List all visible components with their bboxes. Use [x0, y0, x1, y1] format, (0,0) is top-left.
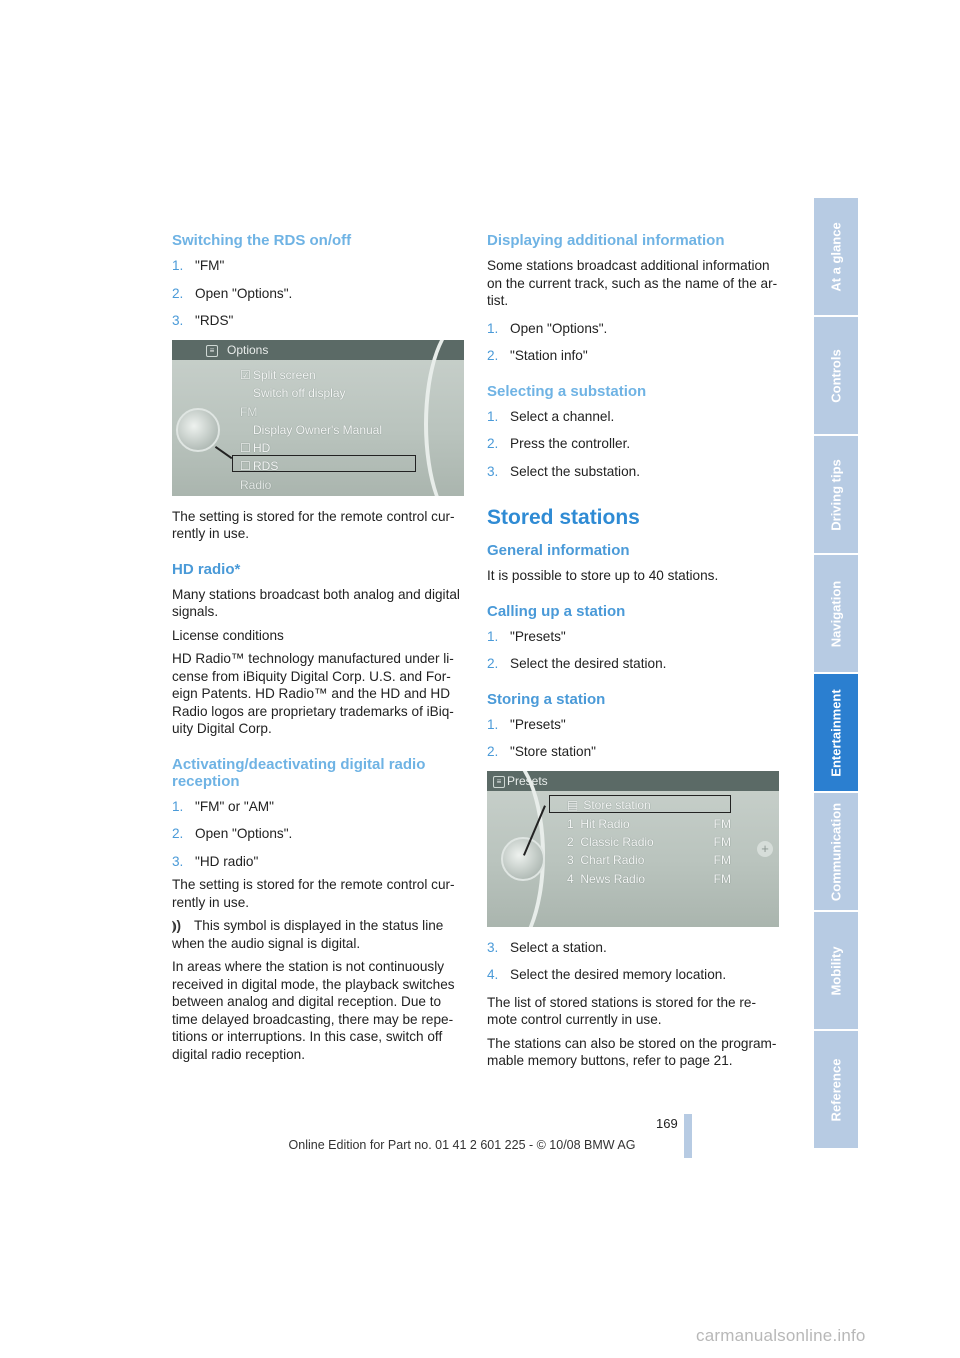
preset-band: FM	[713, 871, 731, 886]
digital-signal-icon: ⦆)	[172, 918, 182, 933]
menu-item: ☐ HD	[240, 440, 271, 455]
tab-at-a-glance[interactable]: At a glance	[814, 198, 858, 315]
rds-note: The setting is stored for the remote control cur-rently in use.	[172, 508, 455, 541]
tab-controls[interactable]: Controls	[814, 317, 858, 434]
list-item: 3. Select a station.	[487, 939, 607, 955]
preset-item: 2 Classic Radio	[567, 834, 654, 849]
list-item: 2. Select the desired station.	[487, 656, 667, 671]
plus-icon: +	[757, 841, 773, 857]
paragraph: Many stations broadcast both analog and digital signals.	[172, 586, 460, 619]
substation-heading: Selecting a substation	[487, 382, 647, 400]
preset-item: 3 Chart Radio	[567, 852, 645, 867]
controller-knob-icon	[176, 408, 220, 452]
menu-icon: ≡	[493, 776, 505, 788]
highlight-frame	[232, 455, 416, 472]
digital-heading: Activating/deactivating digital radio reception	[172, 755, 426, 790]
preset-item: 4 News Radio	[567, 871, 646, 886]
highlight-frame	[549, 795, 731, 813]
stored-title: Stored stations	[487, 506, 640, 529]
list-item: 1. "Presets"	[487, 628, 566, 644]
footer-text: Online Edition for Part no. 01 41 2 601 225 - © 10/08 BMW AG	[288, 1138, 636, 1152]
paragraph: License conditions	[172, 627, 284, 643]
tab-mobility[interactable]: Mobility	[814, 912, 858, 1029]
preset-item: 1 Hit Radio	[567, 816, 630, 831]
tab-navigation[interactable]: Navigation	[814, 555, 858, 672]
tab-driving-tips[interactable]: Driving tips	[814, 436, 858, 553]
hd-section	[172, 561, 464, 738]
tab-entertainment[interactable]: Entertainment	[814, 674, 858, 791]
screen-title-bar: ≡ Presets	[487, 771, 779, 791]
watermark: carmanualsonline.info	[696, 1326, 866, 1345]
chapter-tabs	[814, 198, 858, 1150]
stored-section	[487, 506, 779, 585]
rds-heading: Switching the RDS on/off	[172, 232, 352, 249]
controller-knob-icon	[501, 837, 545, 881]
list-item: 2. Open "Options".	[172, 285, 293, 301]
screen-title-bar: ≡ Options	[172, 340, 464, 360]
list-item: 3. "HD radio"	[172, 853, 259, 869]
menu-icon: ≡	[206, 345, 218, 357]
list-item: 3. Select the substation.	[487, 463, 640, 479]
menu-item-store-station: ▤ Store station	[567, 797, 651, 815]
menu-item: Switch off display	[253, 385, 346, 400]
preset-band: FM	[713, 834, 731, 849]
list-item: 1. Select a channel.	[487, 408, 615, 424]
callout-line	[215, 446, 232, 459]
tab-reference[interactable]: Reference	[814, 1031, 858, 1148]
paragraph: ⦆) This symbol is displayed in the status line when the audio signal is digital.	[172, 918, 444, 951]
page-number: 169	[656, 1116, 678, 1131]
paragraph: Some stations broadcast additional information on the current track, such as the name of the ar-tist.	[487, 258, 778, 308]
list-item: 1. Open "Options".	[487, 320, 608, 336]
hd-heading: HD radio*	[172, 560, 241, 578]
paragraph: The list of stored stations is stored for the re-mote control currently in use.	[487, 994, 756, 1027]
preset-band: FM	[713, 852, 731, 867]
list-item: 2. "Store station"	[487, 744, 596, 759]
storing-section	[487, 691, 779, 1070]
paragraph: In areas where the station is not continuously received in digital mode, the playback switches between analog and digital reception. Due to time delayed broadcasting, there may be repe-titions or interruptions. In this case, switch off digital radio reception.	[172, 959, 455, 1062]
substation-section	[487, 383, 779, 481]
calling-heading: Calling up a station	[487, 602, 626, 620]
list-item: 2. "Station info"	[487, 348, 588, 363]
list-item: 1. "FM"	[172, 258, 225, 273]
menu-section-label: Radio	[240, 477, 272, 492]
list-item: 4. Select the desired memory location.	[487, 967, 727, 982]
tab-communication[interactable]: Communication	[814, 793, 858, 910]
scroll-arc	[424, 340, 464, 496]
save-icon: ▤	[567, 797, 579, 812]
general-heading: General information	[487, 542, 630, 559]
list-item: 1. "FM" or "AM"	[172, 798, 274, 814]
list-item: 3. "RDS"	[172, 313, 234, 328]
presets-screen-image	[487, 771, 779, 927]
page-marker	[684, 1114, 692, 1158]
menu-section-label: FM	[240, 404, 258, 419]
paragraph: The stations can also be stored on the program-mable memory buttons, refer to page 21.	[487, 1035, 777, 1068]
paragraph: HD Radio™ technology manufactured under li-cense from iBiquity Digital Corp. U.S. and For-eign Patents. HD Radio™ and the HD and HD Radio logos are proprietary trademarks of iBiq-uity Digital Corp.	[172, 651, 454, 736]
additional-heading: Displaying additional information	[487, 232, 725, 249]
storing-heading: Storing a station	[487, 690, 606, 708]
list-item: 1. "Presets"	[487, 716, 566, 732]
list-item: 2. Press the controller.	[487, 436, 631, 451]
options-screen-image	[172, 340, 464, 496]
menu-item-rds: ☐ RDS	[240, 458, 279, 473]
digital-section	[172, 756, 464, 1064]
menu-item: Display Owner's Manual	[253, 422, 383, 437]
calling-section	[487, 603, 779, 673]
menu-item: ☑ Split screen	[240, 367, 316, 382]
list-item: 2. Open "Options".	[172, 826, 293, 841]
left-column	[172, 232, 464, 1069]
paragraph: It is possible to store up to 40 stations.	[487, 568, 719, 583]
right-column	[487, 232, 779, 1076]
preset-band: FM	[713, 816, 731, 831]
paragraph: The setting is stored for the remote control cur-rently in use.	[172, 877, 455, 910]
